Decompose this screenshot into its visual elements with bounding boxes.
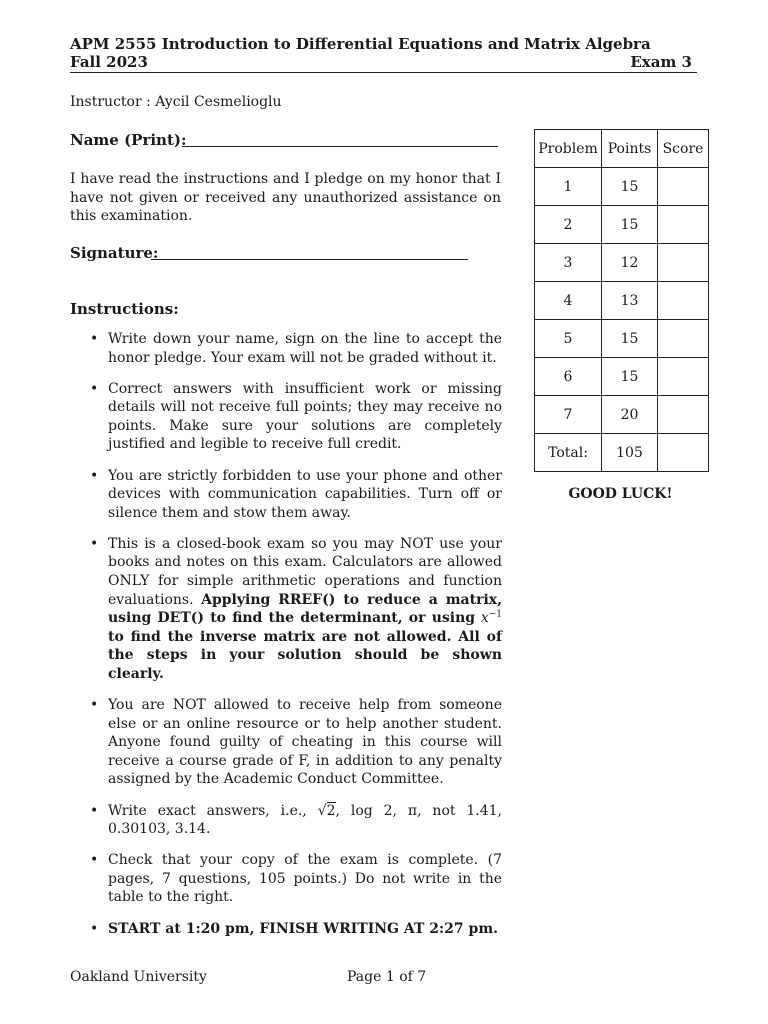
term-label: Fall 2023	[70, 53, 148, 71]
name-input-line[interactable]	[182, 146, 498, 147]
points-cell: 15	[602, 168, 658, 206]
table-row	[535, 396, 709, 434]
good-luck-text: GOOD LUCK!	[568, 486, 673, 502]
points-cell: 12	[602, 244, 658, 282]
problem-cell: 3	[535, 244, 602, 282]
list-item: • Write exact answers, i.e., √2, log 2, π, not 1.41, 0.30103, 3.14.	[90, 802, 503, 838]
bullet-icon: •	[90, 535, 99, 552]
list-item: • Check that your copy of the exam is complete. (7 pages, 7 questions, 105 points.) Do not write in the table to the right.	[90, 852, 502, 906]
score-cell	[658, 358, 709, 396]
instructions-heading: Instructions:	[70, 300, 179, 318]
honor-pledge: I have read the instructions and I pledge on my honor that I have not given or received any unauthorized assistance on this examination.	[70, 171, 501, 225]
score-table	[534, 129, 709, 472]
exam-label: Exam 3	[630, 53, 692, 71]
bullet-icon: •	[90, 920, 99, 937]
list-item: • Write down your name, sign on the line to accept the honor pledge. Your exam will not be graded without it.	[90, 331, 502, 366]
table-total-row	[535, 434, 709, 472]
table-header-row	[535, 130, 709, 168]
signature-line[interactable]	[151, 259, 468, 260]
header-score: Score	[658, 130, 709, 168]
problem-cell: 7	[535, 396, 602, 434]
table-row	[535, 244, 709, 282]
bullet-icon: •	[90, 697, 99, 714]
list-item: • You are NOT allowed to receive help from someone else or an online resource or to help another student. Anyone found guilty of cheating in this course will receive a course grade of F, in addition to any penalty assigned by the Academic Conduct Committee.	[90, 697, 502, 788]
score-cell	[658, 396, 709, 434]
list-item: • Correct answers with insufficient work or missing details will not receive full points; they may receive no points. Make sure your solutions are completely justified and legible to receive full credit.	[90, 380, 502, 453]
list-item: • This is a closed-book exam so you may NOT use your books and notes on this exam. Calculators are allowed ONLY for simple arithmetic operations and function evaluations. Applying RREF() to reduce a matrix, using DET() to find the determinant, or using $x^{-1}$ to find the inverse matrix are not allowed. All of the steps in your solution should be shown clearly.	[90, 535, 502, 682]
problem-cell: 5	[535, 320, 602, 358]
points-cell: 15	[602, 358, 658, 396]
points-cell: 15	[602, 320, 658, 358]
course-title: APM 2555 Introduction to Differential Equations and Matrix Algebra	[70, 35, 651, 53]
instructor-line: Instructor : Aycil Cesmelioglu	[70, 94, 282, 110]
score-cell	[658, 320, 709, 358]
points-cell: 13	[602, 282, 658, 320]
score-cell	[658, 206, 709, 244]
list-item: • You are strictly forbidden to use your phone and other devices with communication capabilities. Turn off or silence them and stow them away.	[90, 467, 502, 521]
bullet-icon: •	[90, 467, 99, 484]
total-points-cell: 105	[602, 434, 658, 472]
bullet-icon: •	[90, 802, 99, 819]
header-points: Points	[602, 130, 658, 168]
score-cell	[658, 168, 709, 206]
instructions-list	[70, 330, 502, 951]
problem-cell: 2	[535, 206, 602, 244]
problem-cell: 1	[535, 168, 602, 206]
table-row	[535, 206, 709, 244]
header-problem: Problem	[535, 130, 602, 168]
total-label-cell: Total:	[535, 434, 602, 472]
total-score-cell	[658, 434, 709, 472]
score-cell	[658, 282, 709, 320]
table-row	[535, 320, 709, 358]
score-cell	[658, 244, 709, 282]
problem-cell: 6	[535, 358, 602, 396]
sqrt-symbol: √2	[317, 802, 336, 819]
header-divider	[70, 72, 697, 73]
points-cell: 20	[602, 396, 658, 434]
bullet-icon: •	[90, 380, 99, 397]
bullet-icon: •	[90, 331, 99, 347]
signature-label: Signature:	[70, 244, 159, 262]
list-item: • START at 1:20 pm, FINISH WRITING AT 2:27 pm.	[90, 920, 499, 937]
table-row	[535, 358, 709, 396]
problem-cell: 4	[535, 282, 602, 320]
table-row	[535, 282, 709, 320]
points-cell: 15	[602, 206, 658, 244]
bullet-icon: •	[90, 852, 99, 869]
footer-page-number: Page 1 of 7	[347, 969, 427, 985]
name-label: Name (Print):	[70, 131, 187, 149]
table-row	[535, 168, 709, 206]
footer-university: Oakland University	[70, 969, 207, 985]
